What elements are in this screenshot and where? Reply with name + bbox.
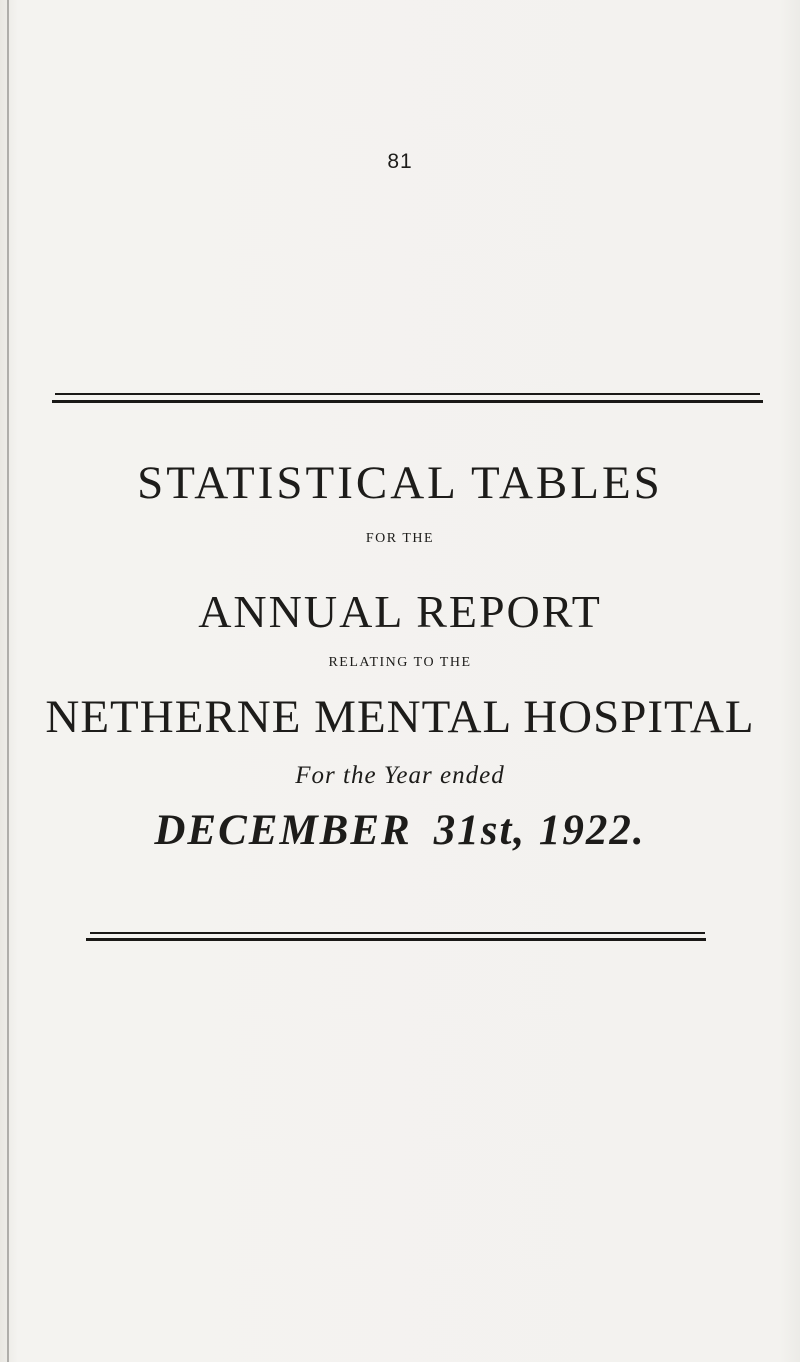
year-ended-text: For the Year ended: [295, 762, 505, 789]
bottom-rule-thick: [86, 938, 706, 941]
annual-report-heading: ANNUAL REPORT: [198, 586, 602, 637]
hospital-name: NETHERNE MENTAL HOSPITAL: [45, 691, 755, 743]
relating-to-text: RELATING TO THE: [328, 655, 472, 670]
page-number: 81: [387, 150, 413, 173]
for-the-text: FOR THE: [365, 531, 435, 546]
top-rule-thick: [52, 400, 763, 403]
binding-edge: [7, 0, 9, 1362]
top-rule-thin: [55, 393, 760, 395]
bottom-rule-thin: [90, 932, 705, 934]
report-date-month: DECEMBER: [154, 807, 412, 854]
title-statistical-tables: STATISTICAL TABLES: [137, 457, 663, 509]
report-date-day-year: 31st, 1922.: [433, 807, 646, 854]
report-date: [0, 806, 800, 856]
